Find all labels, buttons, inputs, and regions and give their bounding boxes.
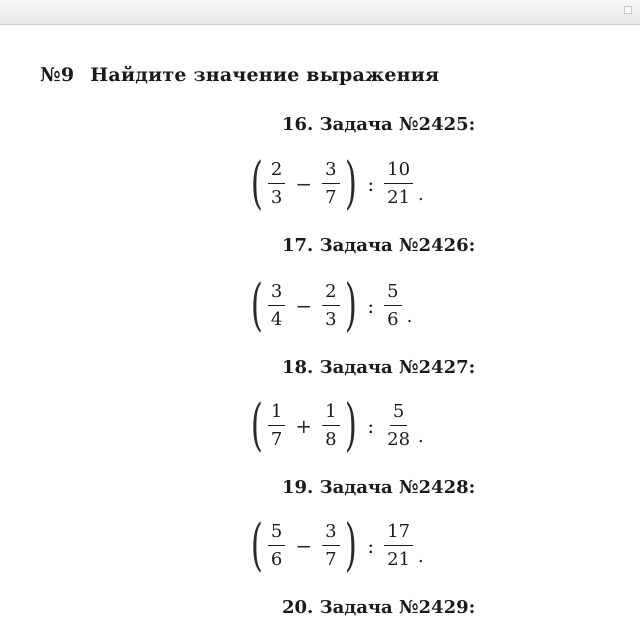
window-top-bar [0, 0, 640, 25]
numerator: 5 [384, 283, 401, 306]
numerator: 5 [268, 523, 285, 546]
numerator: 5 [390, 403, 407, 426]
fraction-c [384, 523, 413, 569]
numerator: 3 [322, 523, 339, 546]
fraction-b [322, 523, 339, 569]
numerator: 2 [268, 161, 285, 184]
denominator: 21 [387, 549, 411, 570]
division-sign: : [367, 414, 375, 438]
task-expression-16 [246, 152, 424, 216]
operator: − [295, 294, 313, 318]
denominator: 3 [325, 309, 337, 330]
numerator: 1 [322, 403, 339, 426]
period: . [418, 545, 424, 567]
fraction-b [322, 161, 339, 207]
task-expression-18 [246, 394, 424, 458]
denominator: 3 [270, 187, 283, 208]
task-expression-19 [246, 514, 424, 578]
right-paren: ) [344, 273, 357, 338]
task-title-16: 16. Задача №2425: [282, 114, 476, 135]
left-paren: ( [250, 393, 263, 458]
operator: − [295, 172, 313, 196]
window-corner-control [624, 6, 632, 14]
right-paren: ) [344, 513, 357, 578]
fraction-c [384, 161, 413, 207]
denominator: 7 [325, 187, 337, 208]
period: . [406, 305, 413, 327]
right-paren: ) [344, 151, 357, 216]
fraction-a [268, 161, 285, 207]
operator: − [295, 534, 313, 558]
fraction-c [384, 283, 401, 329]
denominator: 7 [270, 429, 283, 450]
period: . [418, 425, 424, 447]
division-sign: : [367, 534, 375, 558]
denominator: 28 [387, 429, 411, 450]
numerator: 1 [268, 403, 285, 426]
period: . [418, 183, 424, 205]
fraction-a [268, 283, 285, 329]
task-expression-17 [246, 274, 412, 338]
numerator: 2 [322, 283, 339, 306]
task-title-19: 19. Задача №2428: [282, 477, 476, 498]
task-title-17: 17. Задача №2426: [282, 235, 476, 256]
fraction-b [322, 403, 339, 449]
right-paren: ) [344, 393, 357, 458]
division-sign: : [367, 294, 375, 318]
fraction-a [268, 523, 285, 569]
task-title-18: 18. Задача №2427: [282, 357, 476, 378]
division-sign: : [367, 172, 375, 196]
numerator: 3 [322, 161, 339, 184]
left-paren: ( [250, 273, 263, 338]
denominator: 8 [325, 429, 337, 450]
exercise-heading [40, 64, 439, 86]
operator: + [295, 414, 313, 438]
denominator: 6 [387, 309, 399, 330]
fraction-b [322, 283, 339, 329]
task-title-20: 20. Задача №2429: [282, 597, 476, 618]
fraction-a [268, 403, 285, 449]
denominator: 7 [325, 549, 337, 570]
denominator: 6 [270, 549, 283, 570]
numerator: 3 [268, 283, 285, 306]
left-paren: ( [250, 151, 263, 216]
numerator: 10 [384, 161, 413, 184]
left-paren: ( [250, 513, 263, 578]
denominator: 4 [270, 309, 283, 330]
exercise-instruction: Найдите значение выражения [90, 64, 440, 86]
denominator: 21 [387, 187, 411, 208]
fraction-c [384, 403, 413, 449]
numerator: 17 [384, 523, 413, 546]
exercise-number: №9 [40, 64, 75, 86]
